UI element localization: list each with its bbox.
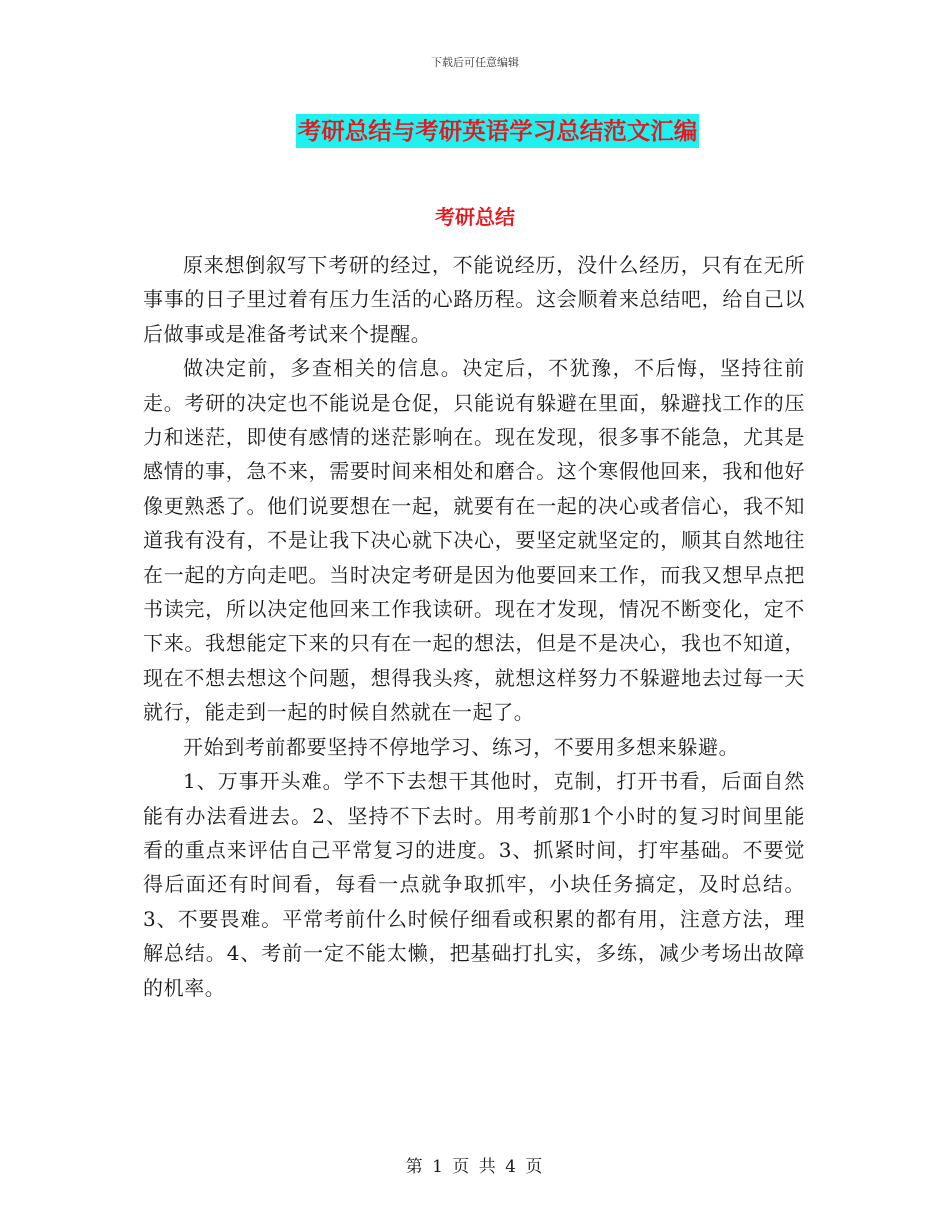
title-container bbox=[0, 114, 950, 148]
paragraph: 开始到考前都要坚持不停地学习、练习，不要用多想来躲避。 bbox=[183, 734, 740, 759]
section-title: 考研总结 bbox=[435, 205, 515, 229]
header-note: 下载后可任意编辑 bbox=[431, 56, 519, 69]
paragraph: 原来想倒叙写下考研的经过，不能说经历，没什么经历，只有在无所事事的日子里过着有压力生活的心路历程。这会顺着来总结吧，给自己以后做事或是准备考试来个提醒。 bbox=[143, 253, 805, 346]
document-body bbox=[143, 248, 805, 1005]
page-footer: 第 1 页 共 4 页 bbox=[405, 1157, 545, 1177]
document-title: 考研总结与考研英语学习总结范文汇编 bbox=[296, 114, 700, 148]
paragraph: 做决定前，多查相关的信息。决定后，不犹豫，不后悔，坚持往前走。考研的决定也不能说是仓促，只能说有躲避在里面，躲避找工作的压力和迷茫，即使有感情的迷茫影响在。现在发现，很多事不能急，尤其是感情的事，急不来，需要时间来相处和磨合。这个寒假他回来，我和他好像更熟悉了。他们说要想在一起，就要有在一起的决心或者信心，我不知道我有没有，不是让我下决心就下决心，要坚定就坚定的，顺其自然地往在一起的方向走吧。当时决定考研是因为他要回来工作，而我又想早点把书读完，所以决定他回来工作我读研。现在才发现，情况不断变化，定不下来。我想能定下来的只有在一起的想法，但是不是决心，我也不知道，现在不想去想这个问题，想得我头疼，就想这样努力不躲避地去过每一天就行，能走到一起的时候自然就在一起了。 bbox=[143, 356, 805, 725]
paragraph: 1、万事开头难。学不下去想干其他时，克制，打开书看，后面自然能有办法看进去。2、坚持不下去时。用考前那1个小时的复习时间里能看的重点来评估自己平常复习的进度。3、抓紧时间，打牢基础。不要觉得后面还有时间看，每看一点就争取抓牢，小块任务搞定，及时总结。3、不要畏难。平常考前什么时候仔细看或积累的都有用，注意方法，理解总结。4、考前一定不能太懒，把基础打扎实，多练，减少考场出故障的机率。 bbox=[143, 769, 805, 1000]
